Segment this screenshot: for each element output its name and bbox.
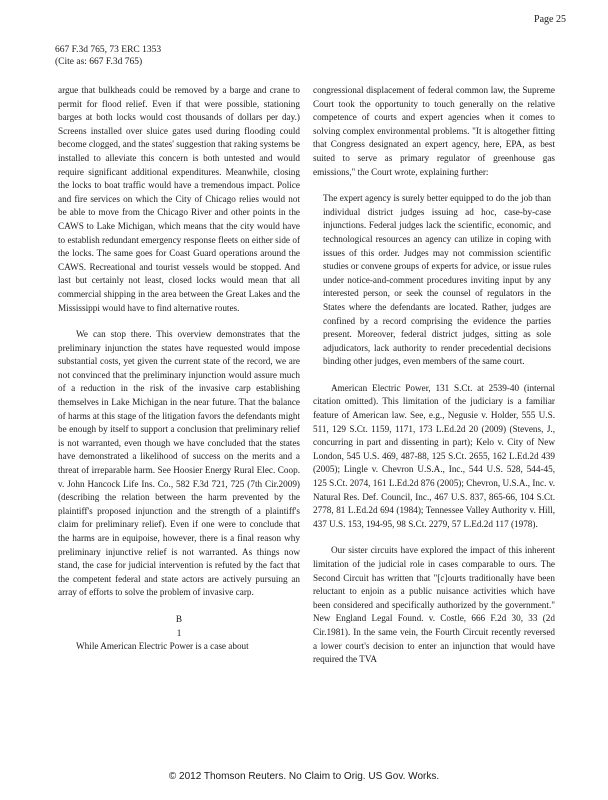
paragraph: Our sister circuits have explored the impact of this inherent limitation of the judicial role in cases comparable to ours. The Second Circuit has written that "[c]ourts traditionally have been reluctant to enjoin as a public nuisance activities which have been considered and specifically authorized by the government." New England Legal Found. v. Costle, 666 F.2d 30, 33 (2d Cir.1981). In the same vein, the Fourth Circuit recently reversed a lower court's decision to enter an injunction that would have required the TVA xyxy=(313,545,555,665)
cite-as-line: (Cite as: 667 F.3d 765) xyxy=(55,57,143,67)
block-quote: The expert agency is surely better equipped to do the job than individual district judges issuing ad hoc, case-by-case injunctions. Federal judges lack the scientific, economic, and technological resources an agency can utilize in coping with issues of this order. Judges may not commission scientific studies or convene groups of experts for advice, or issue rules under notice-and-comment procedures inviting input by any interested person, or seek the counsel of regulators in the States where the defendants are located. Rather, judges are confined by a record comprising the evidence the parties present. Moreover, federal district judges, sitting as sole adjudicators, lack authority to render precedential decisions binding other judges, even members of the same court. xyxy=(323,193,551,367)
paragraph: While American Electric Power is a case about xyxy=(76,641,249,652)
paragraph: We can stop there. This overview demonstrates that the preliminary injunction the states have requested would impose substantial costs, yet given the current state of the record, we are not convinced that the preliminary injunction would assure much of a reduction in the risk of the invasive carp establishing themselves in Lake Michigan in the near future. That the balance of harms at this stage of the litigation favors the defendants might be enough by itself to support a conclusion that preliminary relief is not warranted, even though we have concluded that the states have demonstrated a likelihood of success on the merits and a threat of irreparable harm. See Hoosier Energy Rural Elec. Coop. v. John Hancock Life Ins. Co., 582 F.3d 721, 725 (7th Cir.2009) (describing the relation between the harm prevented by the plaintiff's proposed injunction and the strength of a plaintiff's claim for preliminary relief). Even if one were to conclude that the harms are in equipoise, however, there is a final reason why preliminary injunctive relief is not warranted. As things now stand, the case for judicial intervention is refuted by the fact that the competent federal and state actors are actively pursuing an array of efforts to solve the problem of invasive carp. xyxy=(58,329,300,598)
left-column xyxy=(58,84,300,667)
reporter-citation: 667 F.3d 765, 73 ERC 1353 xyxy=(55,45,162,55)
paragraph: congressional displacement of federal common law, the Supreme Court took the opportunity to touch generally on the relative competence of courts and expert agencies when it comes to solving complex environmental problems. "It is altogether fitting that Congress designated an expert agency, here, EPA, as best suited to serve as primary regulator of greenhouse gas emissions," the Court wrote, explaining further: xyxy=(313,85,555,177)
paragraph: argue that bulkheads could be removed by a barge and crane to permit for flood relief. Even if that were possible, stationing barges at both locks would cost thousands of dollars per day.) Screens installed over sluice gates used during flooding could become clogged, and the states' suggestion that raking systems be installed to alleviate this concern is both untested and would require significant additional expenditures. Meanwhile, closing the locks to boat traffic would have a tremendous impact. Police and fire services on which the City of Chicago relies would not be able to move from the Chicago River and other points in the CAWS to Lake Michigan, which means that the city would have to establish redundant emergency response fleets on either side of the locks. The same goes for Coast Guard operations around the CAWS. Recreational and tourist vessels would be stopped. And last but certainly not least, closed locks would mean that all commercial shipping in the area between the Great Lakes and the Mississippi would have to find alternative routes. xyxy=(58,85,300,313)
right-column xyxy=(313,84,555,680)
paragraph: American Electric Power, 131 S.Ct. at 2539-40 (internal citation omitted). This limitation of the judiciary is a familiar feature of American law. See, e.g., Negusie v. Holder, 555 U.S. 511, 129 S.Ct. 1159, 1171, 173 L.Ed.2d 20 (2009) (Stevens, J., concurring in part and dissenting in part); Kelo v. City of New London, 545 U.S. 469, 487-88, 125 S.Ct. 2655, 162 L.Ed.2d 439 (2005); Lingle v. Chevron U.S.A., Inc., 544 U.S. 528, 544-45, 125 S.Ct. 2074, 161 L.Ed.2d 876 (2005); Chevron, U.S.A., Inc. v. Natural Res. Def. Council, Inc., 467 U.S. 837, 865-66, 104 S.Ct. 2778, 81 L.Ed.2d 694 (1984); Tennessee Valley Authority v. Hill, 437 U.S. 153, 194-95, 98 S.Ct. 2279, 57 L.Ed.2d 117 (1978). xyxy=(313,382,555,529)
page-number: Page 25 xyxy=(534,14,566,25)
subsection-heading-1: 1 xyxy=(176,627,182,638)
citation-block xyxy=(55,44,161,68)
section-heading-b: B xyxy=(175,613,183,624)
copyright-footer: © 2012 Thomson Reuters. No Claim to Orig. US Gov. Works. xyxy=(168,771,440,782)
